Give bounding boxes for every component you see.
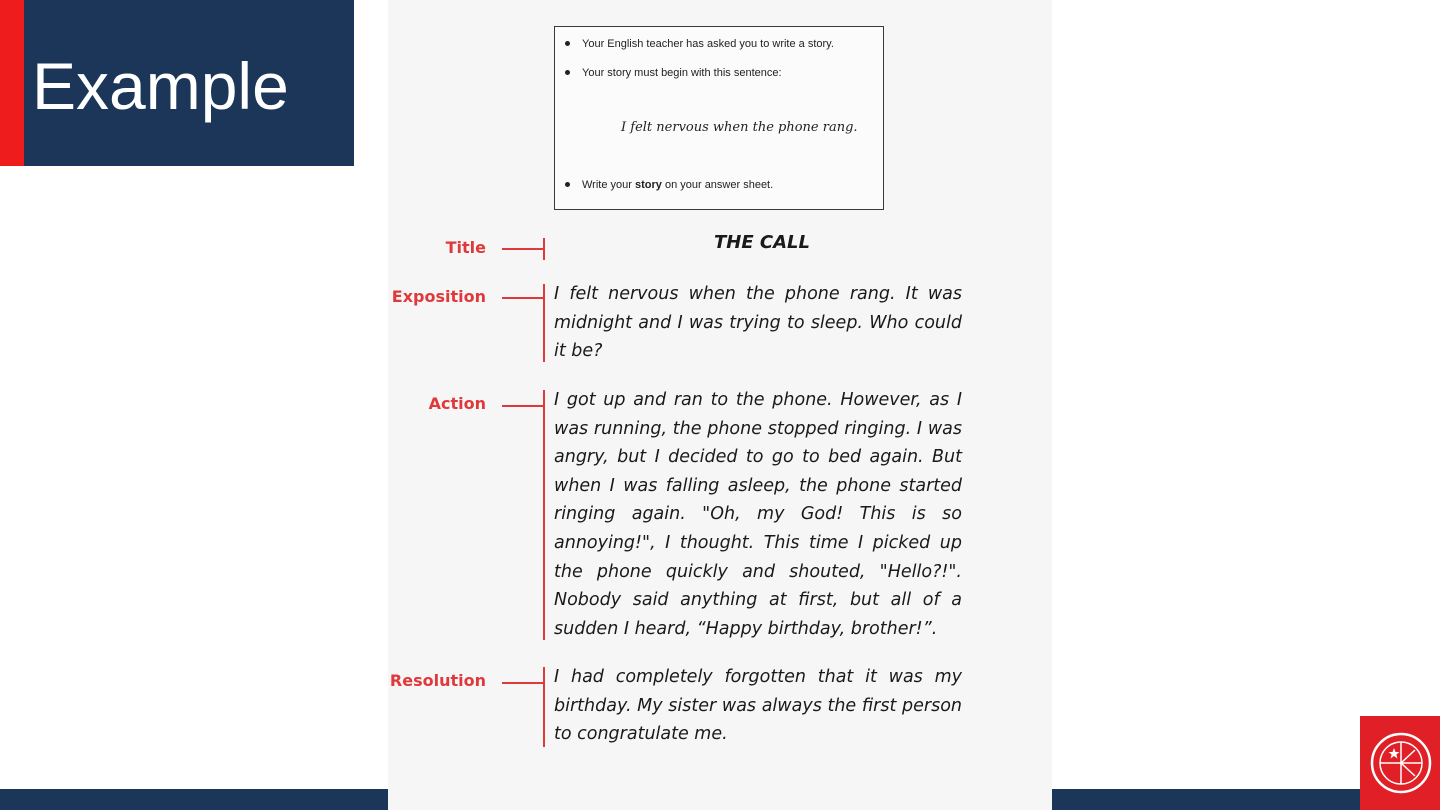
slide-title: Example <box>32 49 289 123</box>
label-action: Action <box>428 394 486 413</box>
connector-line <box>502 682 544 684</box>
slide-title-box <box>24 0 354 166</box>
prompt-item: Your English teacher has asked you to write a story. <box>565 38 834 50</box>
story-document <box>388 0 1052 810</box>
bullet-icon <box>565 182 570 187</box>
school-seal-icon <box>1370 730 1432 796</box>
connector-line <box>502 297 544 299</box>
connector-line <box>502 248 544 250</box>
label-exposition: Exposition <box>391 287 486 306</box>
exposition-paragraph: I felt nervous when the phone rang. It was midnight and I was trying to sleep. Who could it be? <box>554 284 962 362</box>
action-paragraph: I got up and ran to the phone. However, as I was running, the phone stopped ringing. I was angry, but I decided to go to bed again. But when I was falling asleep, the phone started ringing again. "Oh, my God! This is so annoying!", I thought. This time I picked up the phone quickly and shouted, "Hello?!". Nobody said anything at first, but all of a sudden I heard, “Happy birthday, brother!”. <box>554 390 962 639</box>
prompt-item: Write your story on your answer sheet. <box>565 179 773 191</box>
bullet-icon <box>565 70 570 75</box>
label-title: Title <box>445 238 486 257</box>
connector-line <box>502 405 544 407</box>
bracket-line <box>543 667 545 747</box>
prompt-item: Your story must begin with this sentence: <box>565 67 782 79</box>
writing-prompt-box <box>554 26 884 210</box>
label-resolution: Resolution <box>389 671 486 690</box>
bullet-icon <box>565 41 570 46</box>
school-logo <box>1360 716 1440 810</box>
story-title: THE CALL <box>714 232 810 253</box>
accent-strip <box>0 0 24 166</box>
prompt-sentence: I felt nervous when the phone rang. <box>621 120 858 135</box>
bracket-line <box>543 238 545 260</box>
bracket-line <box>543 284 545 362</box>
bracket-line <box>543 390 545 640</box>
resolution-paragraph: I had completely forgotten that it was my birthday. My sister was always the first person to congratulate me. <box>554 667 962 745</box>
footer-bar-right <box>1052 789 1362 810</box>
footer-bar-left <box>0 789 388 810</box>
